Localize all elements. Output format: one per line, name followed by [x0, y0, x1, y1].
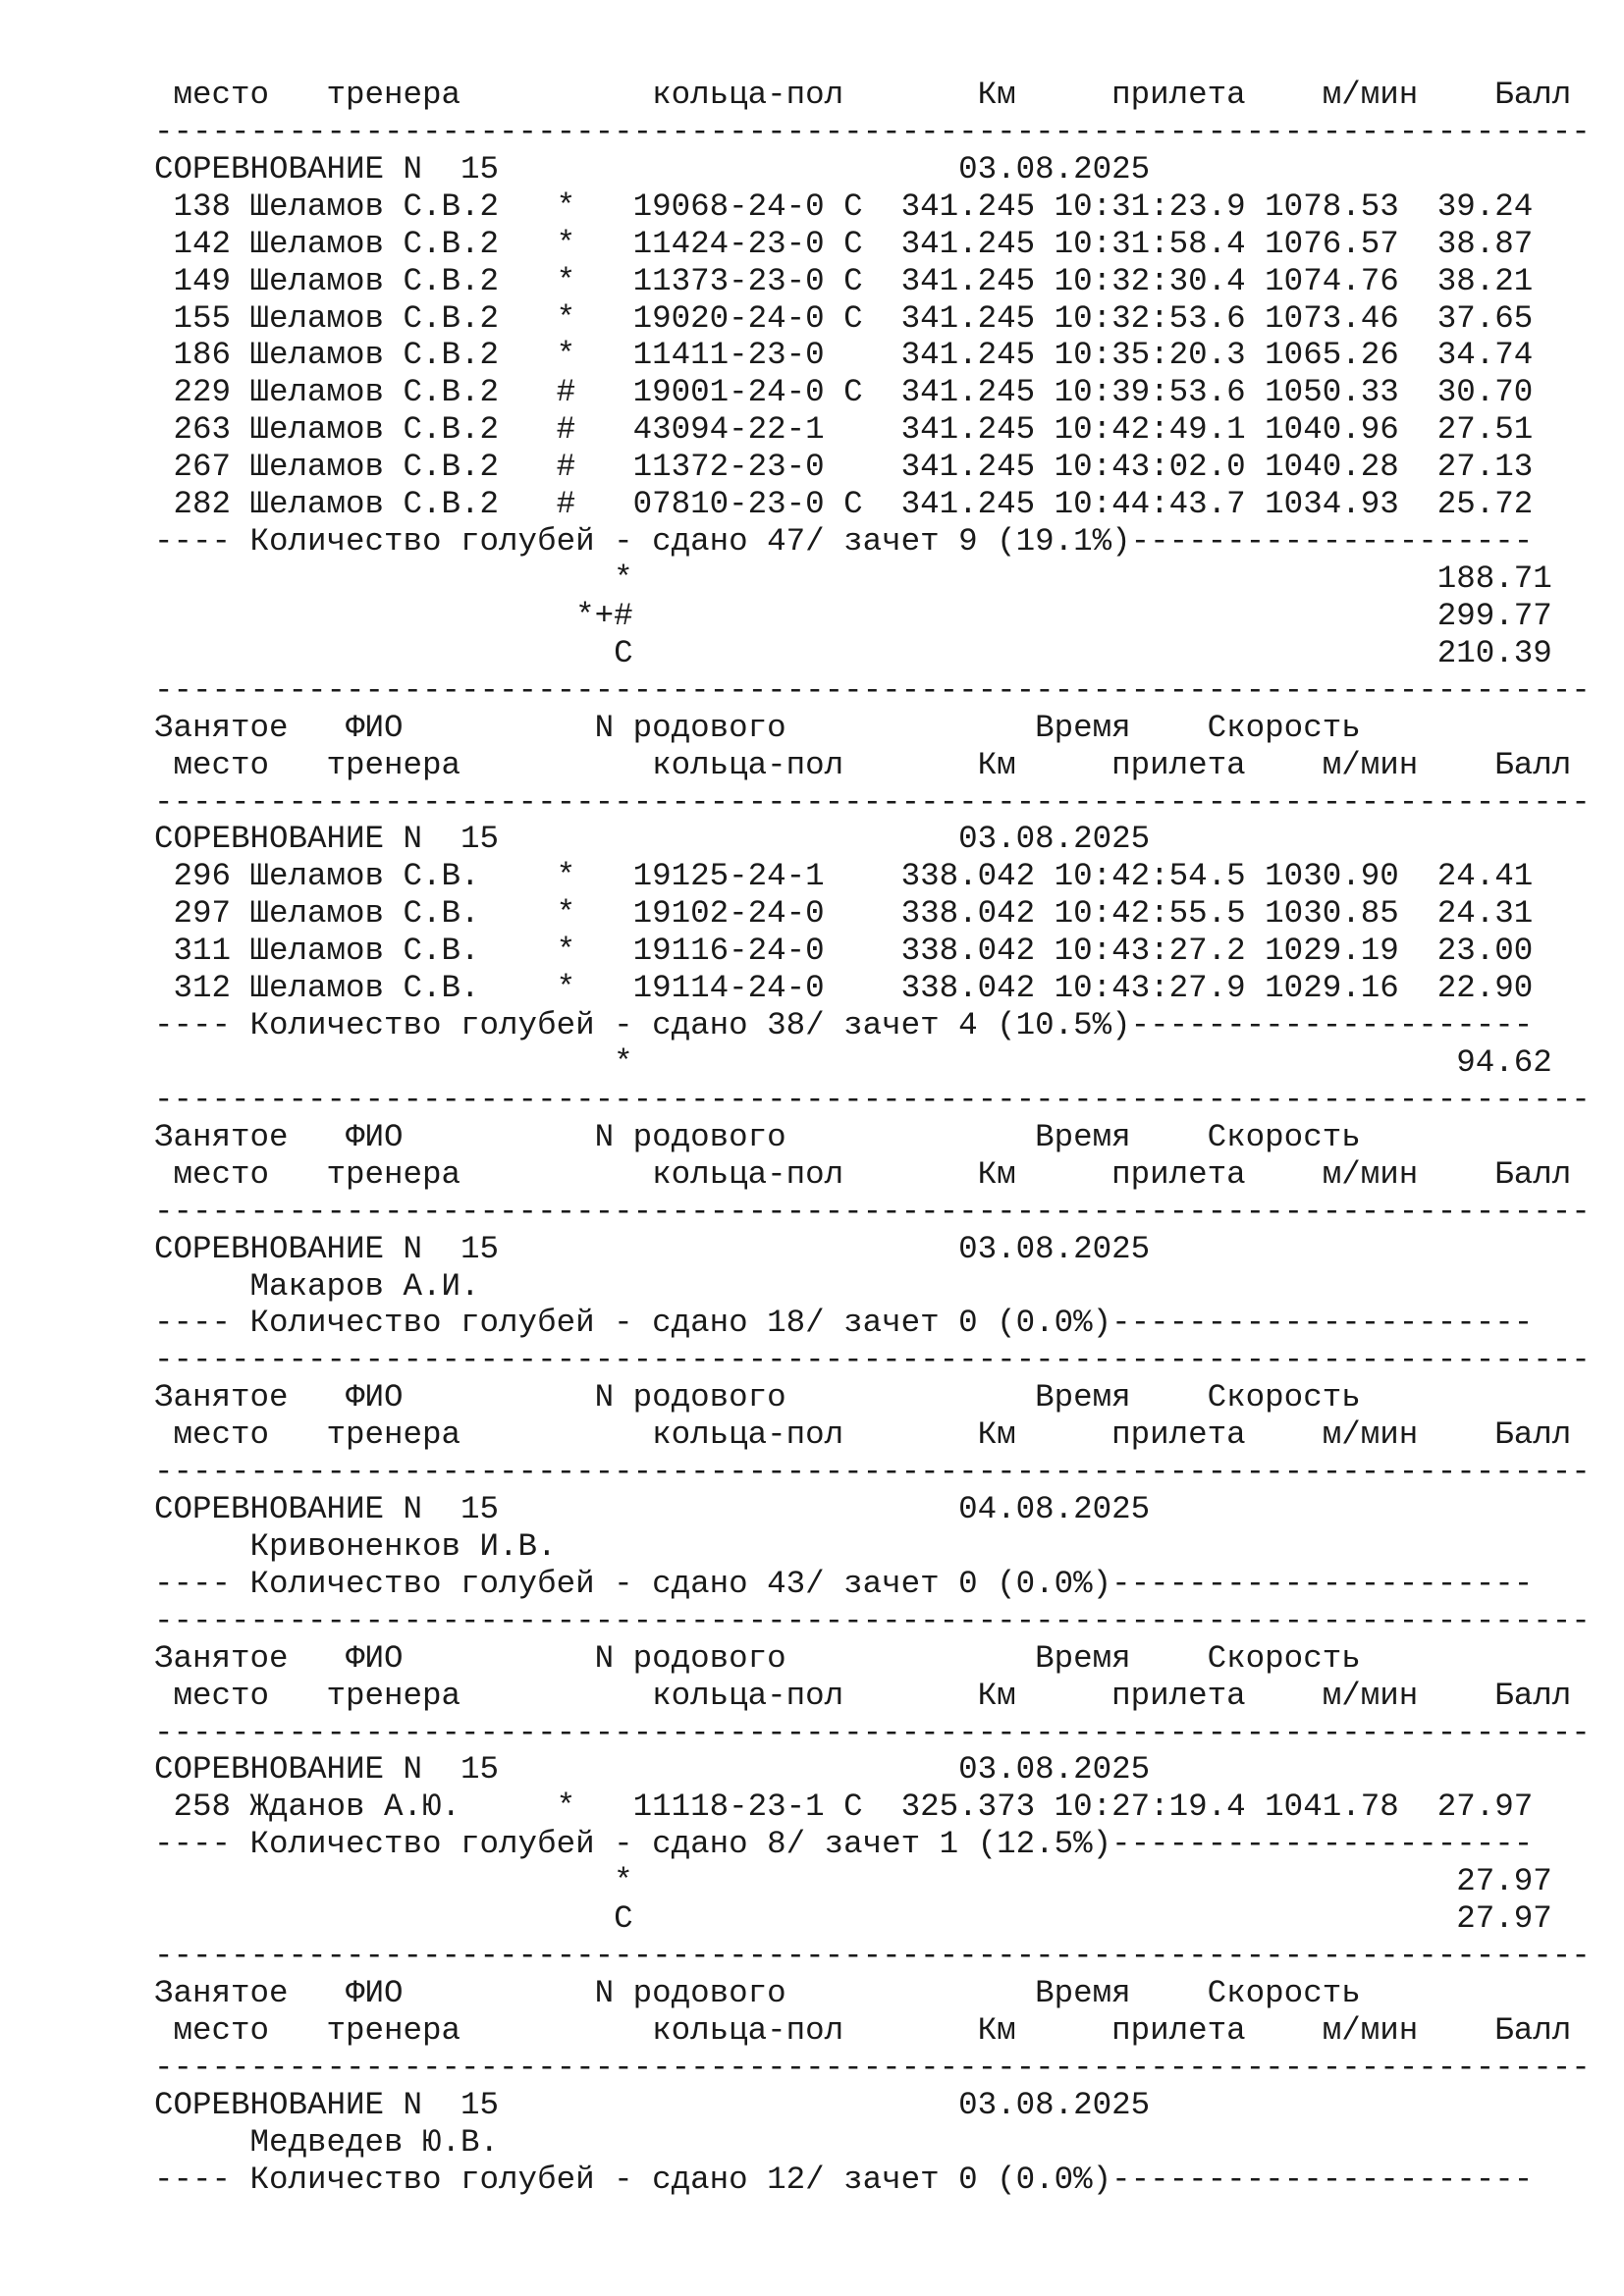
summary-line: ---- Количество голубей - сдано 18/ зачет 0 (0.0%)----------------------: [154, 1305, 1534, 1342]
column-header: Занятое ФИО N родового Время Скорость: [154, 1379, 1361, 1416]
result-row: 155 Шеламов С.В.2 * 19020-24-0 С 341.245 10:32:53.6 1073.46 37.65: [154, 299, 1534, 337]
result-row: 149 Шеламов С.В.2 * 11373-23-0 С 341.245 10:32:30.4 1074.76 38.21: [154, 262, 1534, 299]
competition-header: СОРЕВНОВАНИЕ N 15 03.08.2025: [154, 150, 1151, 187]
competition-header: СОРЕВНОВАНИЕ N 15 03.08.2025: [154, 1230, 1151, 1267]
total-row: * 94.62: [154, 1043, 1552, 1081]
total-row: * 188.71: [154, 560, 1552, 597]
separator-line: ---------------------------------------------------------------------------: [154, 1342, 1591, 1379]
result-row: 142 Шеламов С.В.2 * 11424-23-0 С 341.245 10:31:58.4 1076.57 38.87: [154, 225, 1534, 262]
competition-header: СОРЕВНОВАНИЕ N 15 04.08.2025: [154, 1491, 1151, 1528]
separator-line: ---------------------------------------------------------------------------: [154, 113, 1591, 150]
summary-line: ---- Количество голубей - сдано 38/ зачет 4 (10.5%)---------------------: [154, 1007, 1534, 1044]
column-header: место тренера кольца-пол Км прилета м/мин Балл: [154, 1677, 1572, 1714]
separator-line: ---------------------------------------------------------------------------: [154, 783, 1591, 821]
result-row: 258 Жданов А.Ю. * 11118-23-1 С 325.373 10:27:19.4 1041.78 27.97: [154, 1789, 1534, 1826]
column-header: место тренера кольца-пол Км прилета м/мин Балл: [154, 746, 1572, 783]
result-row: 263 Шеламов С.В.2 # 43094-22-1 341.245 10:42:49.1 1040.96 27.51: [154, 411, 1534, 449]
summary-line: ---- Количество голубей - сдано 47/ зачет 9 (19.1%)---------------------: [154, 523, 1534, 561]
separator-line: ---------------------------------------------------------------------------: [154, 1938, 1591, 1975]
competition-header: СОРЕВНОВАНИЕ N 15 03.08.2025: [154, 2086, 1151, 2123]
result-row: 297 Шеламов С.В. * 19102-24-0 338.042 10:42:55.5 1030.85 24.31: [154, 895, 1534, 933]
text-line: Макаров А.И.: [154, 1267, 480, 1305]
column-header: Занятое ФИО N родового Время Скорость: [154, 709, 1361, 746]
summary-line: ---- Количество голубей - сдано 12/ зачет 0 (0.0%)----------------------: [154, 2161, 1534, 2198]
column-header: Занятое ФИО N родового Время Скорость: [154, 1118, 1361, 1155]
summary-line: ---- Количество голубей - сдано 43/ зачет 0 (0.0%)----------------------: [154, 1565, 1534, 1602]
result-row: 186 Шеламов С.В.2 * 11411-23-0 341.245 10:35:20.3 1065.26 34.74: [154, 337, 1534, 374]
column-header: место тренера кольца-пол Км прилета м/мин Балл: [154, 77, 1572, 113]
result-row: 311 Шеламов С.В. * 19116-24-0 338.042 10:43:27.2 1029.19 23.00: [154, 933, 1534, 970]
result-row: 267 Шеламов С.В.2 # 11372-23-0 341.245 10:43:02.0 1040.28 27.13: [154, 449, 1534, 486]
text-line: Медведев Ю.В.: [154, 2123, 500, 2161]
result-row: 312 Шеламов С.В. * 19114-24-0 338.042 10:43:27.9 1029.16 22.90: [154, 970, 1534, 1007]
total-row: С 210.39: [154, 634, 1552, 671]
separator-line: ---------------------------------------------------------------------------: [154, 1193, 1591, 1230]
results-printout: [154, 77, 1591, 2199]
total-row: *+# 299.77: [154, 597, 1552, 634]
separator-line: ---------------------------------------------------------------------------: [154, 1454, 1591, 1491]
column-header: место тренера кольца-пол Км прилета м/мин Балл: [154, 1416, 1572, 1454]
column-header: Занятое ФИО N родового Время Скорость: [154, 1975, 1361, 2012]
result-row: 138 Шеламов С.В.2 * 19068-24-0 С 341.245 10:31:23.9 1078.53 39.24: [154, 187, 1534, 225]
total-row: * 27.97: [154, 1863, 1552, 1900]
column-header: Занятое ФИО N родового Время Скорость: [154, 1639, 1361, 1677]
separator-line: ---------------------------------------------------------------------------: [154, 1714, 1591, 1751]
competition-header: СОРЕВНОВАНИЕ N 15 03.08.2025: [154, 821, 1151, 858]
competition-header: СОРЕВНОВАНИЕ N 15 03.08.2025: [154, 1751, 1151, 1789]
column-header: место тренера кольца-пол Км прилета м/мин Балл: [154, 1155, 1572, 1193]
separator-line: ---------------------------------------------------------------------------: [154, 1602, 1591, 1639]
result-row: 282 Шеламов С.В.2 # 07810-23-0 С 341.245 10:44:43.7 1034.93 25.72: [154, 486, 1534, 523]
separator-line: ---------------------------------------------------------------------------: [154, 2049, 1591, 2086]
text-line: Кривоненков И.В.: [154, 1527, 557, 1565]
separator-line: ---------------------------------------------------------------------------: [154, 1081, 1591, 1118]
summary-line: ---- Количество голубей - сдано 8/ зачет 1 (12.5%)----------------------: [154, 1826, 1534, 1863]
separator-line: ---------------------------------------------------------------------------: [154, 671, 1591, 709]
result-row: 296 Шеламов С.В. * 19125-24-1 338.042 10:42:54.5 1030.90 24.41: [154, 858, 1534, 895]
result-row: 229 Шеламов С.В.2 # 19001-24-0 С 341.245 10:39:53.6 1050.33 30.70: [154, 374, 1534, 411]
column-header: место тренера кольца-пол Км прилета м/мин Балл: [154, 2011, 1572, 2049]
total-row: С 27.97: [154, 1900, 1552, 1938]
